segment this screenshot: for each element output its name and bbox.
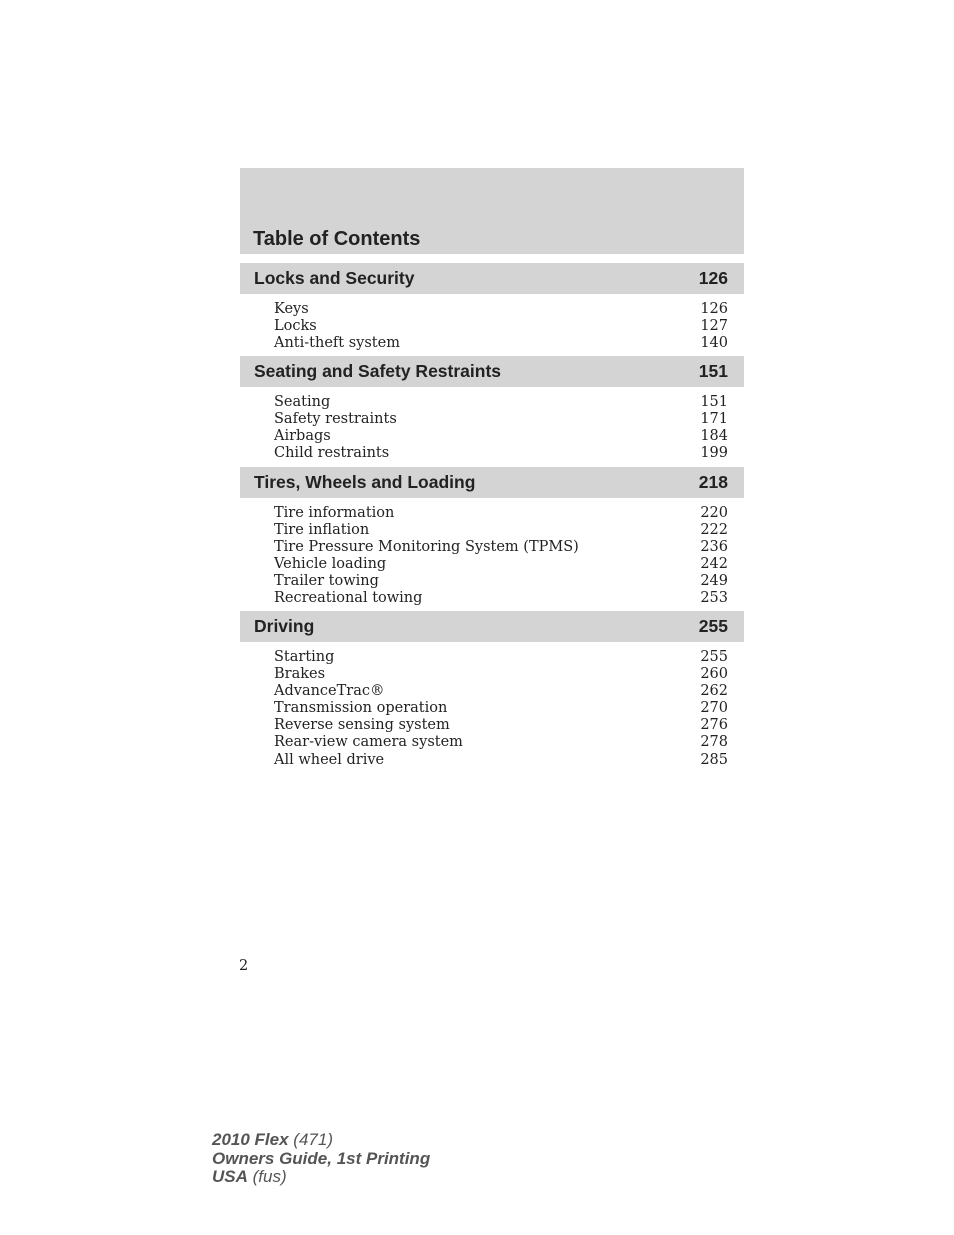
toc-entry <box>240 335 744 352</box>
entry-page: 236 <box>700 539 728 556</box>
footer-line-market <box>212 1168 430 1187</box>
page-title: Table of Contents <box>253 228 421 250</box>
entry-page: 253 <box>700 590 728 607</box>
entry-label: Locks <box>274 318 317 335</box>
entry-page: 276 <box>700 717 728 734</box>
toc-entry <box>240 539 744 556</box>
entry-label: Seating <box>274 394 331 410</box>
section-heading <box>240 263 744 294</box>
print-footer <box>212 1131 430 1187</box>
section-heading <box>240 467 744 498</box>
toc-entry <box>240 734 744 751</box>
entry-page: 278 <box>700 734 728 751</box>
section-page: 126 <box>698 268 728 288</box>
entry-page: 249 <box>700 573 728 590</box>
section-heading <box>240 356 744 387</box>
entry-page: 242 <box>700 556 728 573</box>
entry-page: 199 <box>700 445 728 462</box>
toc-section-driving <box>240 611 744 769</box>
toc-entry <box>240 717 744 734</box>
footer-line-guide <box>212 1150 430 1169</box>
entry-label: Reverse sensing system <box>274 717 450 734</box>
entry-page: 260 <box>700 666 728 683</box>
toc-entry <box>240 752 744 769</box>
entry-label: Airbags <box>274 428 331 445</box>
section-title: Seating and Safety Restraints <box>254 361 502 381</box>
entry-label: Rear-view camera system <box>274 734 463 751</box>
toc-entry <box>240 318 744 335</box>
page-number: 2 <box>239 958 249 974</box>
entry-label: Child restraints <box>274 445 390 462</box>
entry-label: AdvanceTrac® <box>274 683 385 700</box>
footer-market-code: (fus) <box>252 1167 287 1186</box>
footer-guide: Owners Guide, 1st Printing <box>212 1148 431 1168</box>
toc-entry <box>240 649 744 666</box>
toc-entry <box>240 573 744 590</box>
toc-entry <box>240 666 744 683</box>
entry-label: Tire Pressure Monitoring System (TPMS) <box>274 539 579 556</box>
entry-label: Tire information <box>274 505 395 521</box>
toc-section-seating-and-safety-restraints <box>240 356 744 462</box>
footer-market: USA <box>212 1167 248 1186</box>
toc-section-tires-wheels-and-loading <box>240 467 744 608</box>
entry-page: 140 <box>700 335 728 352</box>
entry-page: 270 <box>700 700 728 717</box>
entry-label: Starting <box>274 649 335 665</box>
toc-section-locks-and-security <box>240 263 744 352</box>
toc-entry <box>240 505 744 522</box>
toc-entry <box>240 301 744 318</box>
entry-label: Vehicle loading <box>274 556 387 573</box>
entry-page: 220 <box>700 505 728 521</box>
toc-entry <box>240 428 744 445</box>
section-heading <box>240 611 744 642</box>
section-title: Driving <box>254 616 315 636</box>
toc-entry <box>240 556 744 573</box>
footer-model-code: (471) <box>293 1130 333 1149</box>
section-page: 255 <box>698 616 728 636</box>
entry-label: Safety restraints <box>274 411 397 428</box>
section-title: Locks and Security <box>254 268 415 288</box>
entry-page: 184 <box>700 428 728 445</box>
toc-entry <box>240 411 744 428</box>
section-title: Tires, Wheels and Loading <box>254 472 476 492</box>
entry-page: 222 <box>700 522 728 539</box>
footer-line-model <box>212 1131 430 1150</box>
entry-page: 262 <box>700 683 728 700</box>
entry-page: 285 <box>700 751 728 768</box>
toc-entry <box>240 394 744 411</box>
toc-entry <box>240 683 744 700</box>
toc-entry <box>240 445 744 462</box>
entry-page: 127 <box>700 318 728 335</box>
entry-page: 126 <box>700 301 728 317</box>
entry-label: Transmission operation <box>274 700 448 717</box>
entry-label: Trailer towing <box>274 573 379 590</box>
entry-label: Keys <box>274 301 309 317</box>
entry-label: All wheel drive <box>274 751 385 768</box>
entry-label: Tire inflation <box>274 522 370 539</box>
footer-model: 2010 Flex <box>212 1130 289 1149</box>
toc-header <box>240 168 744 254</box>
entry-label: Recreational towing <box>274 590 423 607</box>
section-page: 151 <box>698 361 728 381</box>
entry-page: 151 <box>700 394 728 410</box>
toc-entry <box>240 522 744 539</box>
toc-entry <box>240 590 744 607</box>
entry-label: Brakes <box>274 666 326 683</box>
section-page: 218 <box>698 472 728 492</box>
entry-label: Anti-theft system <box>274 335 400 352</box>
entry-page: 171 <box>700 411 728 428</box>
entry-page: 255 <box>700 649 728 665</box>
toc-entry <box>240 700 744 717</box>
